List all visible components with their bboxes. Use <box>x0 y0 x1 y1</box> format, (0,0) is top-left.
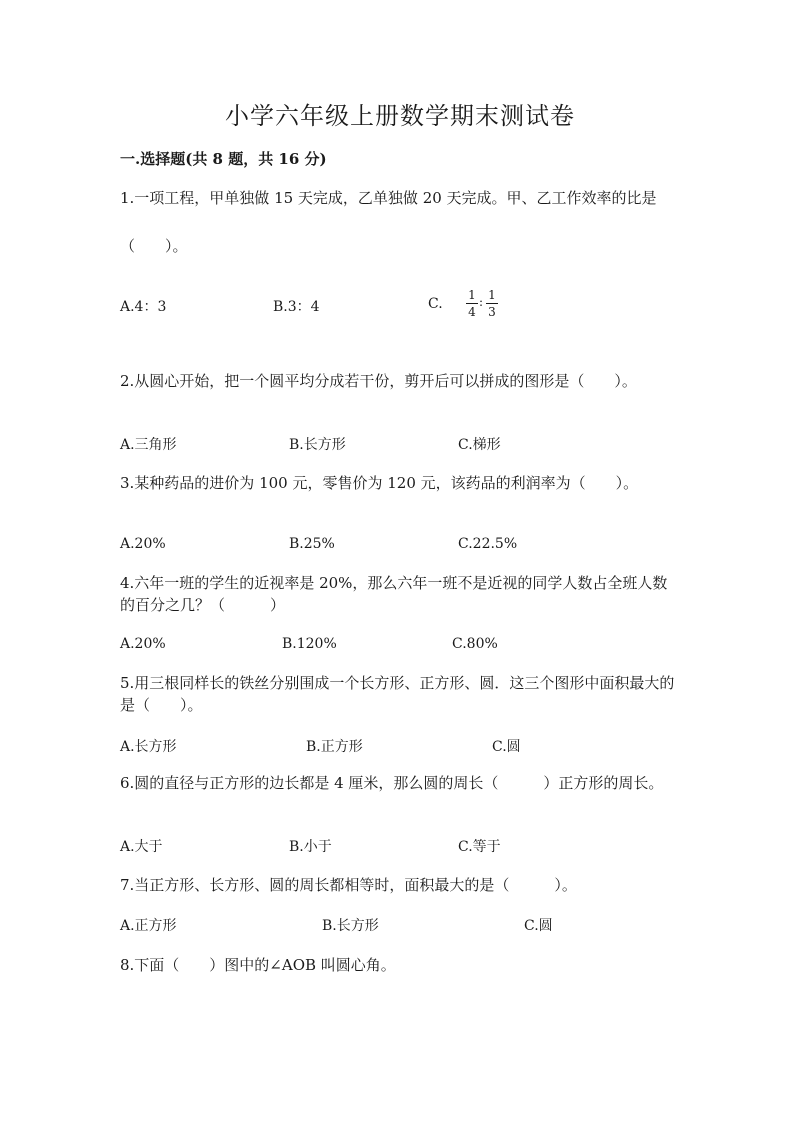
fraction-2-numerator: 1 <box>486 287 498 304</box>
fraction-1-numerator: 1 <box>466 287 478 304</box>
fraction-1 <box>466 287 478 320</box>
section-heading: 一.选择题(共 8 题，共 16 分) <box>120 150 327 168</box>
question-2-option-a[interactable]: A.三角形 <box>120 437 177 453</box>
question-4-option-a[interactable]: A.20% <box>120 636 166 652</box>
question-6-option-b[interactable]: B.小于 <box>289 839 332 855</box>
fraction-2-denominator: 3 <box>488 305 496 319</box>
question-4-option-c[interactable]: C.80% <box>452 636 498 652</box>
question-6-text: 6.圆的直径与正方形的边长都是 4 厘米，那么圆的周长（ ）正方形的周长。 <box>120 774 664 792</box>
question-5-option-c[interactable]: C.圆 <box>492 739 521 755</box>
question-8-text: 8.下面（ ）图中的∠AOB 叫圆心角。 <box>120 956 396 974</box>
question-6-option-a[interactable]: A.大于 <box>120 839 163 855</box>
question-7-option-b[interactable]: B.长方形 <box>322 918 379 934</box>
question-4-text: 4.六年一班的学生的近视率是 20%，那么六年一班不是近视的同学人数占全班人数的百分之几？（ ） <box>120 574 668 614</box>
fraction-1-denominator: 4 <box>468 305 476 319</box>
question-5-option-a[interactable]: A.长方形 <box>120 739 177 755</box>
page-title: 小学六年级上册数学期末测试卷 <box>225 102 575 130</box>
question-7-option-a[interactable]: A.正方形 <box>120 918 177 934</box>
question-3-option-b[interactable]: B.25% <box>289 536 335 552</box>
question-2-text: 2.从圆心开始，把一个圆平均分成若干份，剪开后可以拼成的图形是（ ）。 <box>120 372 637 390</box>
fraction-ratio-colon: : <box>479 295 484 309</box>
question-2-option-b[interactable]: B.长方形 <box>289 437 346 453</box>
fraction-2 <box>486 287 498 320</box>
question-6-option-c[interactable]: C.等于 <box>458 839 501 855</box>
question-3-text: 3.某种药品的进价为 100 元，零售价为 120 元，该药品的利润率为（ ）。 <box>120 474 639 492</box>
question-1-option-b[interactable]: B.3：4 <box>273 299 320 315</box>
question-4-option-b[interactable]: B.120% <box>282 636 337 652</box>
question-1-option-a[interactable]: A.4：3 <box>120 299 167 315</box>
question-7-text: 7.当正方形、长方形、圆的周长都相等时，面积最大的是（ ）。 <box>120 876 577 894</box>
question-1-text: 1.一项工程，甲单独做 15 天完成，乙单独做 20 天完成。甲、乙工作效率的比是（ ）。 <box>120 189 657 255</box>
question-3-option-a[interactable]: A.20% <box>120 536 166 552</box>
question-5-text: 5.用三根同样长的铁丝分别围成一个长方形、正方形、圆．这三个图形中面积最大的是（ ）。 <box>120 674 675 714</box>
question-5-option-b[interactable]: B.正方形 <box>306 739 363 755</box>
question-1-option-c[interactable]: C. <box>428 296 443 312</box>
question-2-option-c[interactable]: C.梯形 <box>458 437 501 453</box>
question-1-fraction-ratio <box>466 287 500 323</box>
question-7-option-c[interactable]: C.圆 <box>524 918 553 934</box>
question-3-option-c[interactable]: C.22.5% <box>458 536 518 552</box>
